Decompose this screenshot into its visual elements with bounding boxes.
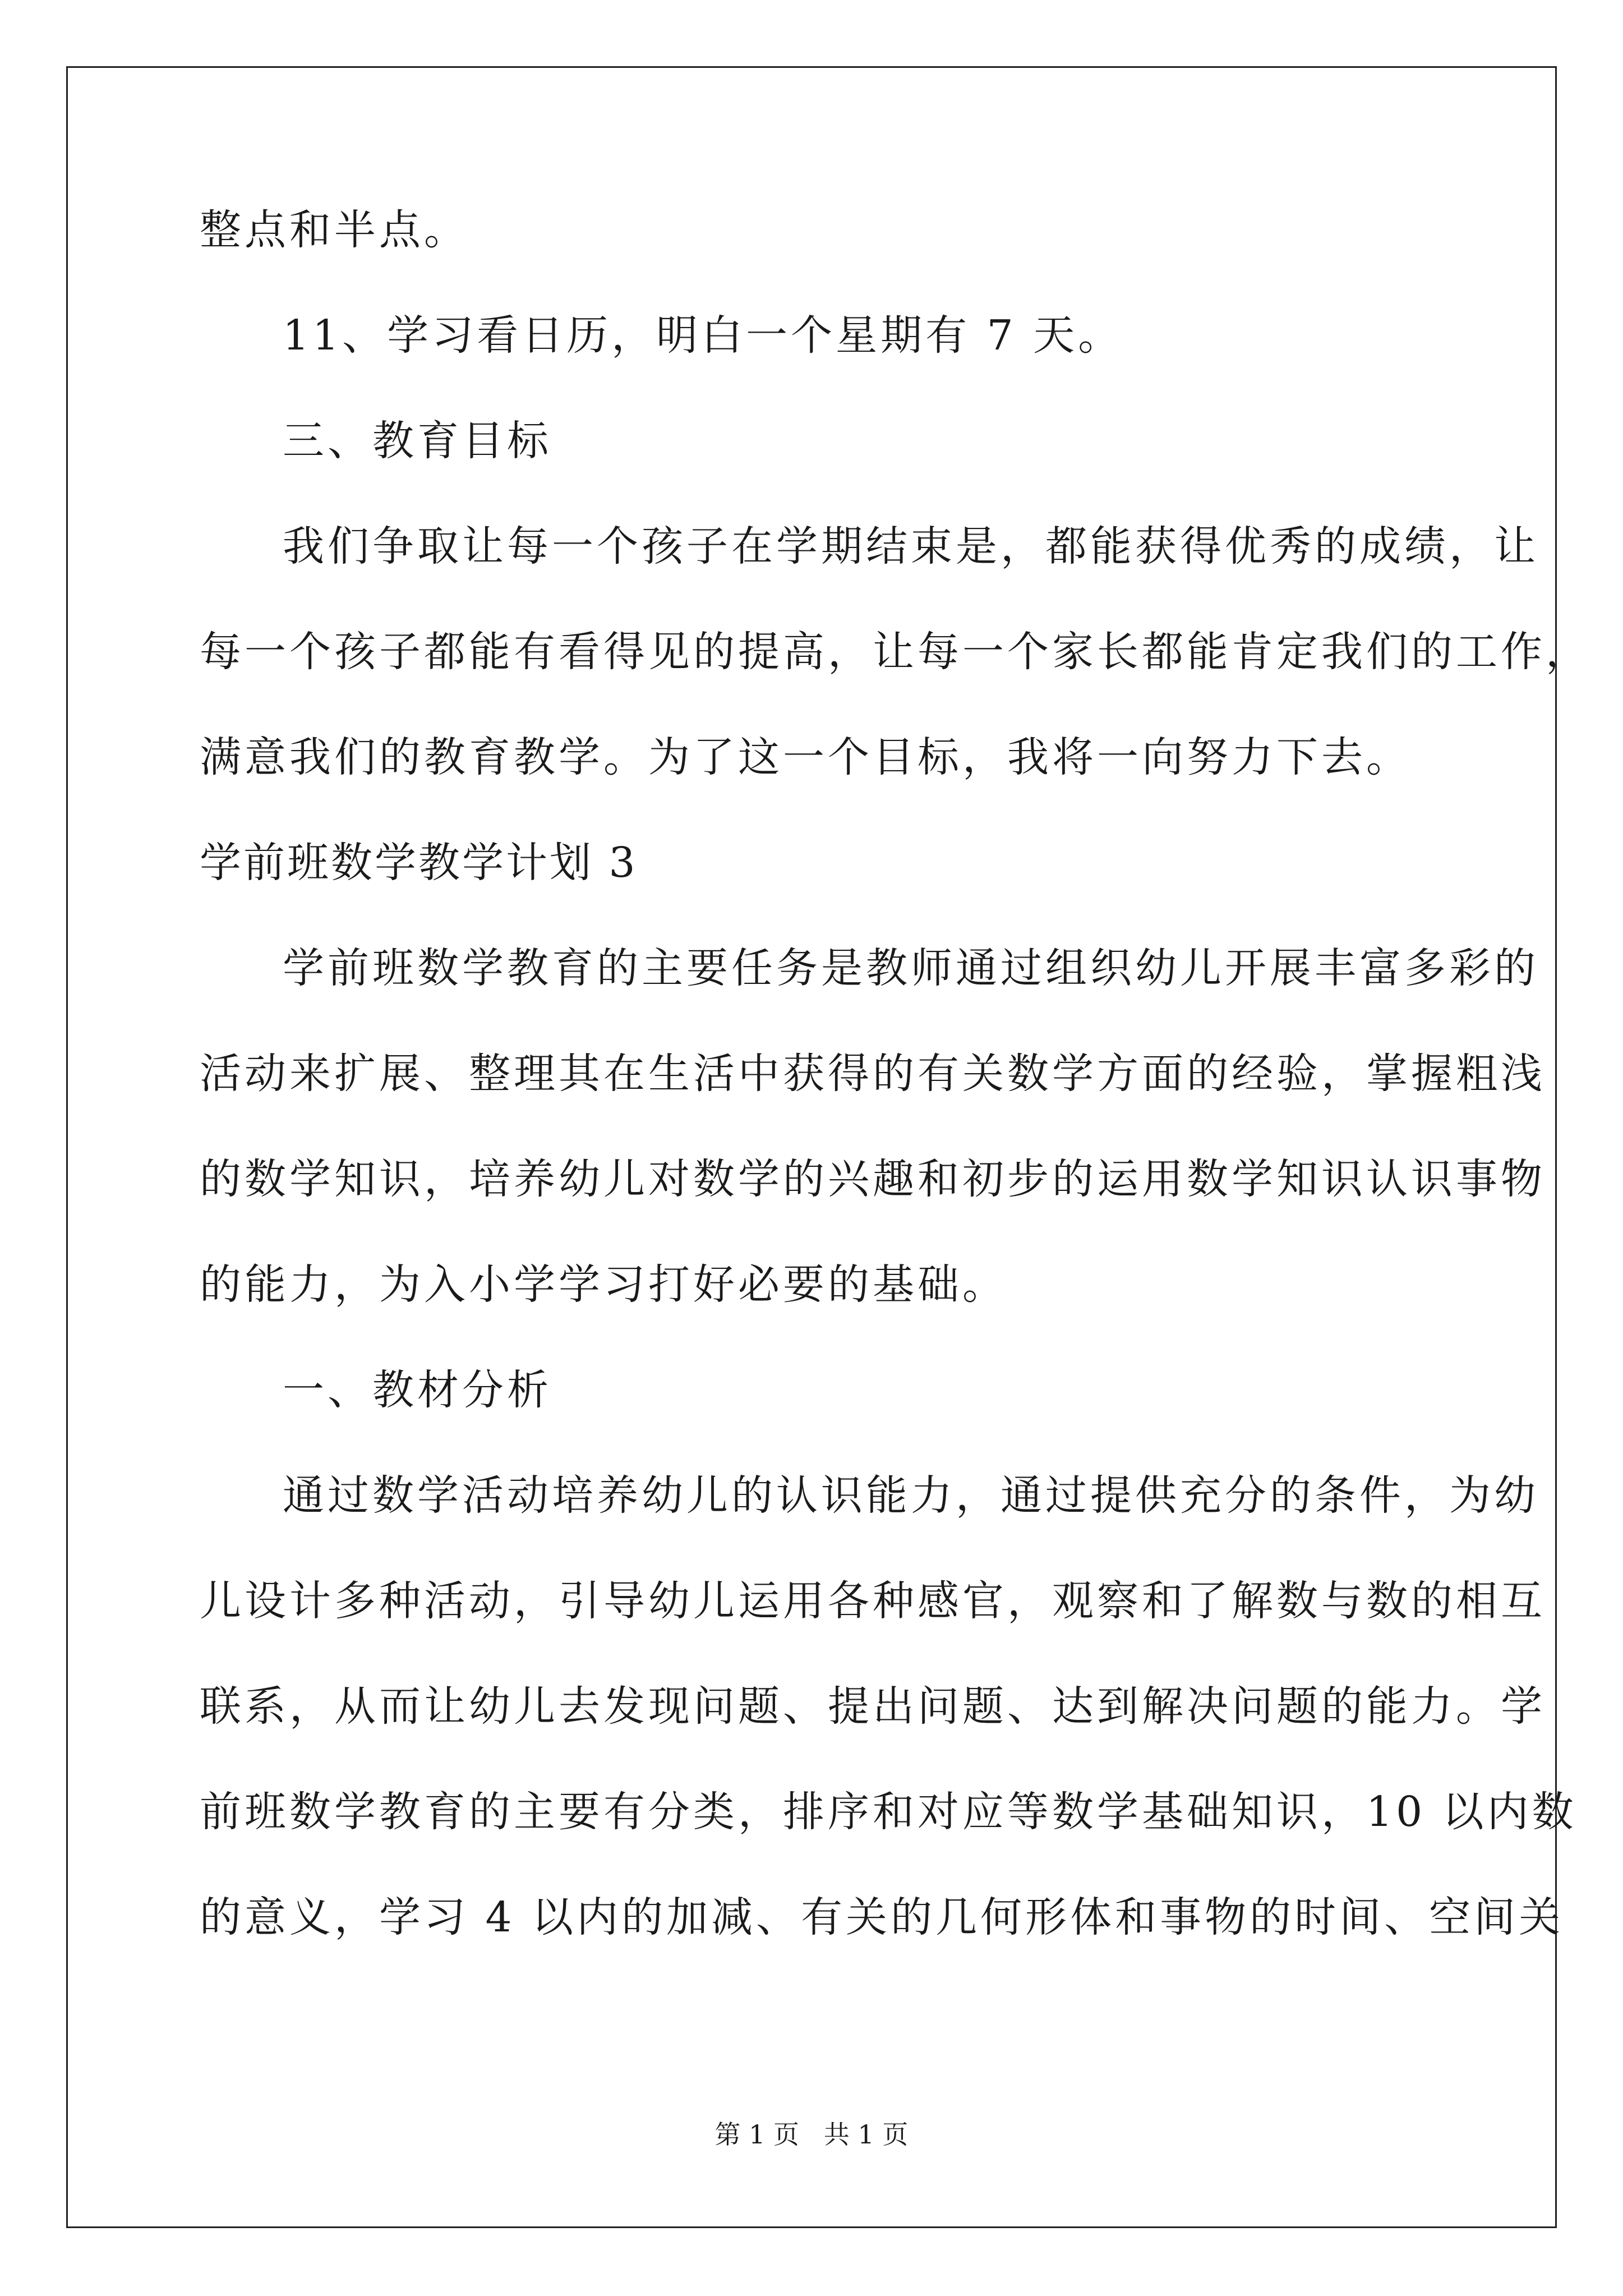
text-line: 三、教育目标: [283, 417, 552, 465]
text-line: 通过数学活动培养幼儿的认识能力，通过提供充分的条件，为幼: [283, 1471, 1539, 1520]
text-line: 每一个孩子都能有看得见的提高，让每一个家长都能肯定我们的工作，: [200, 628, 1590, 676]
text-line: 儿设计多种活动，引导幼儿运用各种感官，观察和了解数与数的相互: [200, 1577, 1546, 1625]
page-footer: 第 1 页 共 1 页: [714, 2119, 909, 2150]
section-title: 学前班数学教学计划 3: [200, 839, 638, 887]
text-line: 前班数学教育的主要有分类，排序和对应等数学基础知识，10 以内数: [200, 1788, 1577, 1836]
text-line: 满意我们的教育教学。为了这一个目标，我将一向努力下去。: [200, 733, 1411, 781]
text-line: 的能力，为入小学学习打好必要的基础。: [200, 1260, 1007, 1309]
text-line: 11、学习看日历，明白一个星期有 7 天。: [283, 311, 1123, 360]
text-line: 的意义，学习 4 以内的加减、有关的几何形体和事物的时间、空间关: [200, 1893, 1564, 1941]
text-line: 活动来扩展、整理其在生活中获得的有关数学方面的经验，掌握粗浅: [200, 1050, 1546, 1098]
text-line: 的数学知识，培养幼儿对数学的兴趣和初步的运用数学知识认识事物: [200, 1155, 1546, 1203]
text-line: 我们争取让每一个孩子在学期结束是，都能获得优秀的成绩，让: [283, 522, 1539, 570]
text-line: 联系，从而让幼儿去发现问题、提出问题、达到解决问题的能力。学: [200, 1682, 1546, 1731]
text-line: 一、教材分析: [283, 1366, 552, 1414]
text-line: 整点和半点。: [200, 206, 469, 254]
text-line: 学前班数学教育的主要任务是教师通过组织幼儿开展丰富多彩的: [283, 944, 1539, 992]
